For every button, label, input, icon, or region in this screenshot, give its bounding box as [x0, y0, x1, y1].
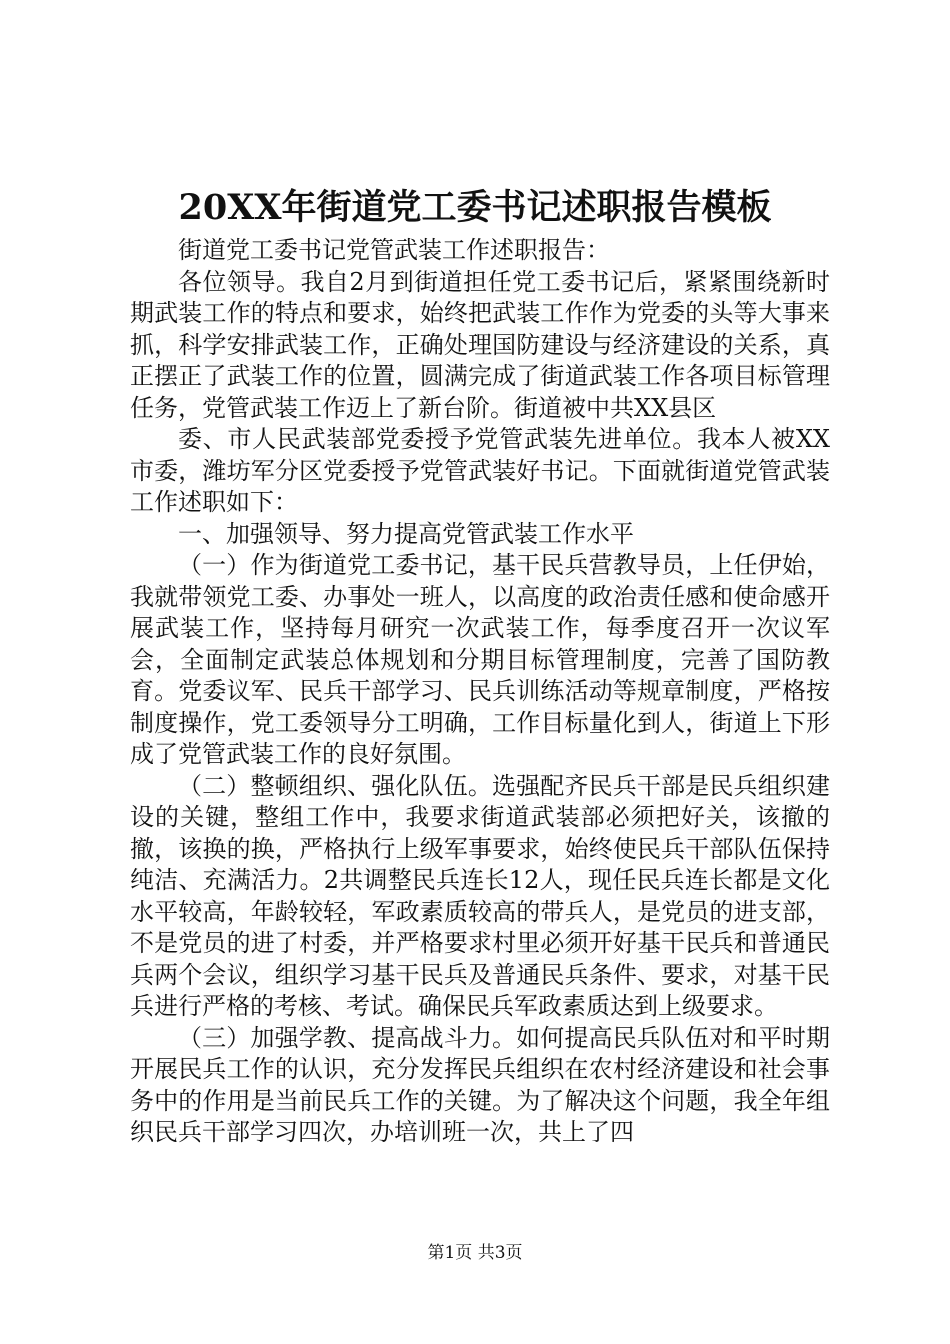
paragraph-honors: 委、市人民武装部党委授予党管武装先进单位。我本人被XX市委，潍坊军分区党委授予党管武装好书记。下面就街道党管武装工作述职如下：	[130, 425, 830, 516]
paragraph-intro: 各位领导。我自2月到街道担任党工委书记后，紧紧围绕新时期武装工作的特点和要求，始终把武装工作作为党委的头等大事来抓，科学安排武装工作，正确处理国防建设与经济建设的关系，真正摆正了武装工作的位置，圆满完成了街道武装工作各项目标管理任务，党管武装工作迈上了新台阶。街道被中共XX县区	[130, 267, 830, 422]
page-number-footer: 第1页 共3页	[427, 1243, 523, 1263]
document-title: 20XX年街道党工委书记述职报告模板	[178, 187, 772, 228]
document-body	[130, 235, 830, 1149]
paragraph-item-2: （二）整顿组织、强化队伍。选强配齐民兵干部是民兵组织建设的关键，整组工作中，我要求街道武装部必须把好关，该撤的撤，该换的换，严格执行上级军事要求，始终使民兵干部队伍保持纯洁、充满活力。2共调整民兵连长12人，现任民兵连长都是文化水平较高，年龄较轻，军政素质较高的带兵人，是党员的进支部，不是党员的进了村委，并严格要求村里必须开好基干民兵和普通民兵两个会议，组织学习基干民兵及普通民兵条件、要求，对基干民兵进行严格的考核、考试。确保民兵军政素质达到上级要求。	[130, 771, 830, 1020]
section-heading-1: 一、加强领导、努力提高党管武装工作水平	[178, 519, 634, 548]
paragraph-item-3: （三）加强学教、提高战斗力。如何提高民兵队伍对和平时期开展民兵工作的认识，充分发挥民兵组织在农村经济建设和社会事务中的作用是当前民兵工作的关键。为了解决这个问题，我全年组织民兵干部学习四次，办培训班一次，共上了四	[130, 1023, 830, 1146]
paragraph-salutation: 街道党工委书记党管武装工作述职报告：	[178, 236, 610, 264]
paragraph-item-1: （一）作为街道党工委书记，基干民兵营教导员，上任伊始，我就带领党工委、办事处一班人，以高度的政治责任感和使命感开展武装工作，坚持每月研究一次武装工作，每季度召开一次议军会，全面制定武装总体规划和分期目标管理制度，完善了国防教育。党委议军、民兵干部学习、民兵训练活动等规章制度，严格按制度操作，党工委领导分工明确，工作目标量化到人，街道上下形成了党管武装工作的良好氛围。	[130, 551, 830, 768]
